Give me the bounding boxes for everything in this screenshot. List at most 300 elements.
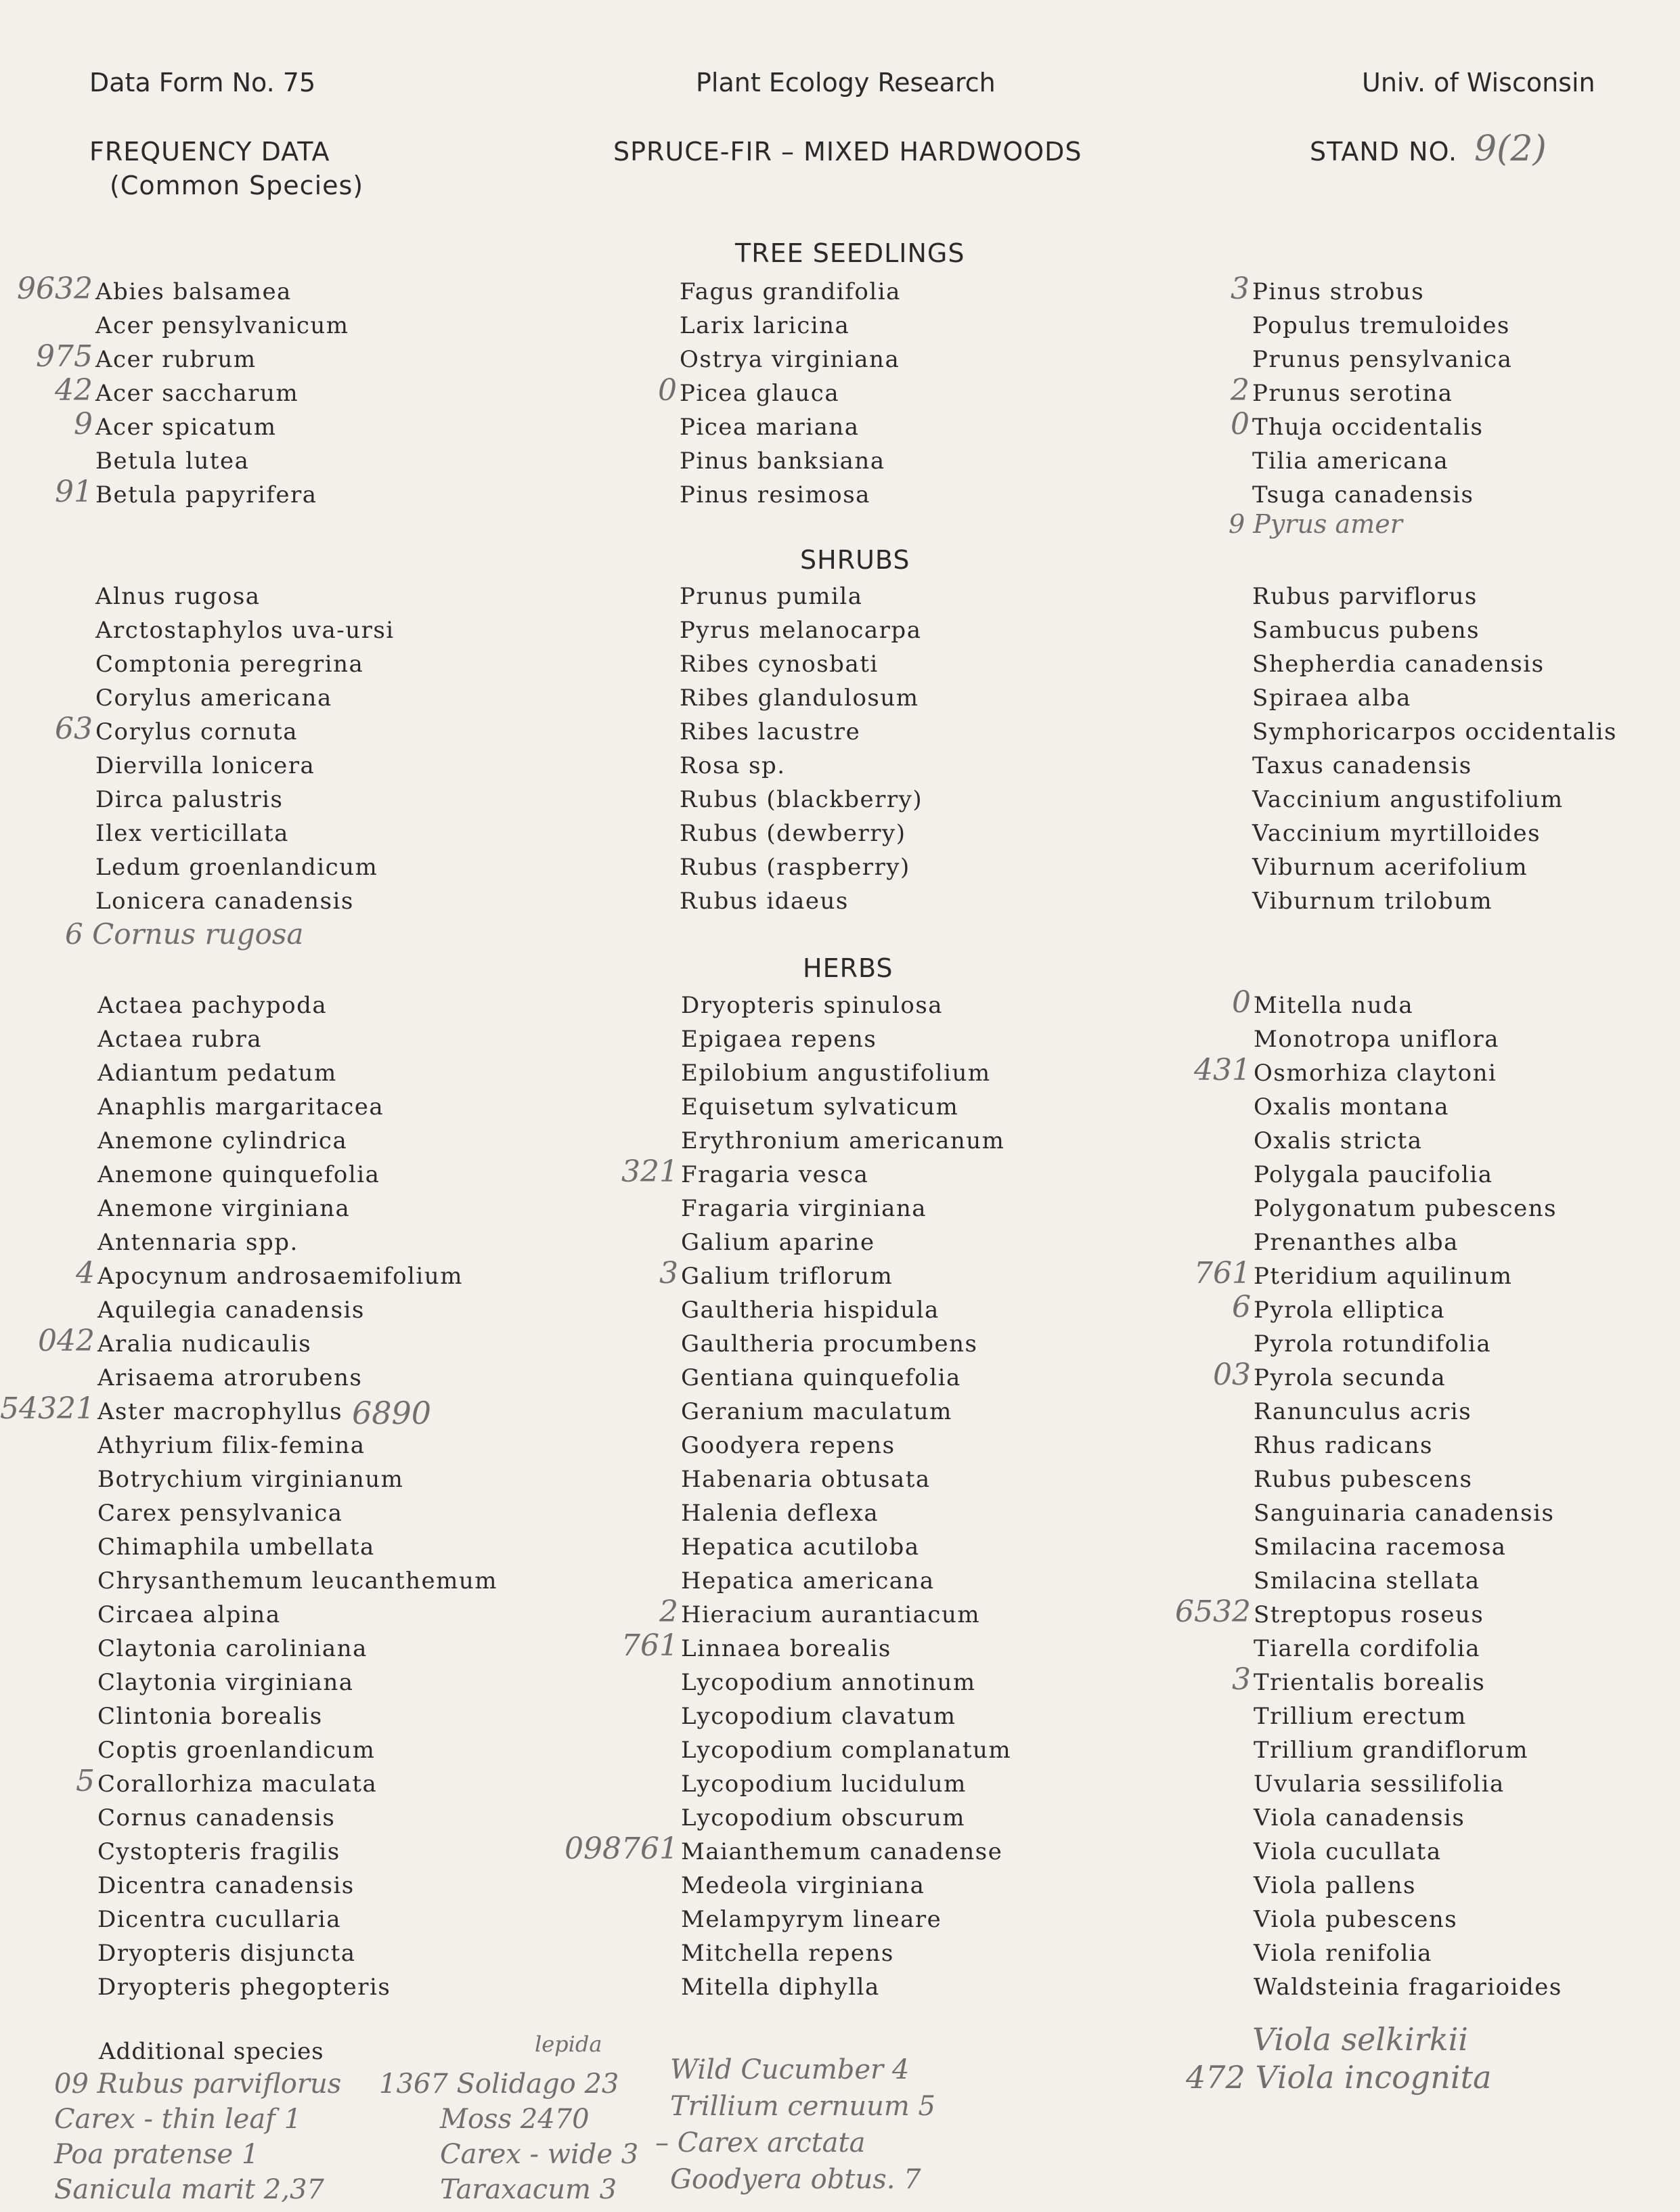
- species-row: [1252, 444, 1512, 478]
- community-title: SPRUCE-FIR – MIXED HARDWOODS: [613, 137, 1082, 167]
- species-row: [681, 1970, 1011, 2004]
- species-row: [680, 850, 923, 884]
- species-row: [621, 1628, 1011, 1666]
- species-name: Acer spicatum: [95, 414, 277, 441]
- species-name: Rhus radicans: [1254, 1432, 1433, 1459]
- form-number: Data Form No. 75: [89, 68, 316, 97]
- species-name: Ostrya virginiana: [680, 346, 900, 373]
- species-name: Lycopodium obscurum: [681, 1804, 966, 1831]
- species-row: [1254, 1530, 1562, 1564]
- species-name: Lonicera canadensis: [95, 888, 354, 915]
- species-row: [681, 1462, 1011, 1496]
- species-row: [97, 1124, 498, 1158]
- species-name: Viola pallens: [1254, 1872, 1417, 1899]
- frequency-mark: 098761: [565, 1831, 678, 1866]
- species-name: Viola cucullata: [1254, 1838, 1442, 1865]
- species-name: Viola pubescens: [1254, 1906, 1458, 1933]
- stand-number: 9(2): [1474, 129, 1547, 169]
- herbs-column-2: [565, 989, 1012, 2004]
- species-row: [97, 1564, 498, 1598]
- species-name: Mitchella repens: [681, 1940, 894, 1967]
- species-row: [97, 1869, 498, 1903]
- additional-note: Moss 2470: [440, 2104, 590, 2135]
- species-row: [680, 715, 923, 749]
- species-row: [97, 1293, 498, 1327]
- species-row: [1252, 343, 1512, 376]
- species-name: Ribes cynosbati: [680, 651, 879, 678]
- frequency-mark: 54321: [0, 1391, 95, 1426]
- species-row: [1252, 580, 1617, 613]
- species-row: [1254, 1226, 1562, 1259]
- species-row: [1254, 1327, 1562, 1361]
- species-name: Equisetum sylvaticum: [681, 1093, 959, 1121]
- species-name: Anemone virginiana: [97, 1195, 351, 1222]
- species-name: Ribes lacustre: [680, 718, 861, 745]
- species-row: [1231, 407, 1512, 444]
- species-row: [1252, 783, 1617, 817]
- species-row: [55, 475, 349, 512]
- species-row: [97, 1530, 498, 1564]
- additional-note: Viola selkirkii: [1252, 2021, 1468, 2058]
- species-name: Viburnum trilobum: [1252, 888, 1493, 915]
- additional-note: – Carex arctata: [655, 2127, 866, 2159]
- species-row: [1213, 1358, 1562, 1395]
- species-name: Pyrola secunda: [1254, 1364, 1446, 1391]
- species-name: Antennaria spp.: [97, 1229, 299, 1256]
- species-row: [659, 1256, 1011, 1293]
- species-row: [97, 989, 498, 1022]
- species-row: [1252, 817, 1617, 850]
- species-row: [681, 1767, 1011, 1801]
- species-name: Galium aparine: [681, 1229, 875, 1256]
- species-name: Polygonatum pubescens: [1254, 1195, 1557, 1222]
- species-name: Epigaea repens: [681, 1026, 877, 1053]
- species-row: [680, 275, 901, 309]
- species-row: [681, 1124, 1011, 1158]
- species-row: [97, 1192, 498, 1226]
- species-name: Rosa sp.: [680, 752, 786, 779]
- species-row: [1252, 478, 1512, 512]
- species-row: [681, 1056, 1011, 1090]
- species-row: [1252, 309, 1512, 343]
- species-name: Alnus rugosa: [95, 583, 261, 610]
- species-name: Dryopteris phegopteris: [97, 1974, 391, 2001]
- species-row: [97, 1158, 498, 1192]
- species-row: [95, 444, 349, 478]
- species-name: Aquilegia canadensis: [97, 1297, 365, 1324]
- species-row: [97, 1598, 498, 1632]
- species-name: Smilacina stellata: [1254, 1567, 1480, 1595]
- species-row: [681, 1666, 1011, 1699]
- frequency-mark: 975: [36, 339, 93, 374]
- species-name: Claytonia virginiana: [97, 1669, 354, 1696]
- species-row: [1254, 1970, 1562, 2004]
- additional-col-1: [54, 2066, 341, 2207]
- species-row: [681, 1022, 1011, 1056]
- species-name: Prunus serotina: [1252, 380, 1453, 407]
- species-name: Abies balsamea: [95, 278, 292, 305]
- species-row: [97, 1496, 498, 1530]
- species-row: [658, 373, 901, 410]
- species-name: Viburnum acerifolium: [1252, 854, 1528, 881]
- species-row: [680, 884, 923, 918]
- species-row: [76, 1256, 498, 1293]
- frequency-mark: 3: [1231, 272, 1250, 306]
- species-row: [95, 580, 395, 613]
- frequency-mark: 0: [1231, 407, 1250, 441]
- species-row: [681, 1530, 1011, 1564]
- species-row: [681, 989, 1011, 1022]
- species-name: Circaea alpina: [97, 1601, 281, 1628]
- species-row: [681, 1903, 1011, 1936]
- species-name: Erythronium americanum: [681, 1127, 1005, 1154]
- species-row: [1232, 985, 1562, 1022]
- added-tree-note: 9 Pyrus amer: [1229, 509, 1402, 539]
- species-row: [1232, 1662, 1562, 1699]
- species-row: [76, 1764, 498, 1801]
- additional-note: 09 Rubus parviflorus: [54, 2068, 342, 2100]
- species-row: [1252, 715, 1617, 749]
- species-name: Cornus canadensis: [97, 1804, 336, 1831]
- species-row: [97, 1903, 498, 1936]
- species-name: Uvularia sessilifolia: [1254, 1771, 1505, 1798]
- species-row: [1194, 1053, 1562, 1090]
- species-name: Arctostaphylos uva-ursi: [95, 617, 395, 644]
- species-row: [681, 1869, 1011, 1903]
- species-row: [681, 1733, 1011, 1767]
- species-row: [1252, 647, 1617, 681]
- species-name: Acer saccharum: [95, 380, 299, 407]
- frequency-mark: 761: [621, 1628, 678, 1663]
- species-name: Prunus pumila: [680, 583, 863, 610]
- species-name: Populus tremuloides: [1252, 312, 1510, 339]
- species-row: [1254, 1801, 1562, 1835]
- aster-extra-mark: 6890: [352, 1395, 432, 1431]
- additional-col-2: [379, 2066, 638, 2207]
- species-row: [1252, 884, 1617, 918]
- species-row: [97, 1226, 498, 1259]
- species-name: Prenanthes alba: [1254, 1229, 1459, 1256]
- species-row: [55, 373, 349, 410]
- species-name: Anaphlis margaritacea: [97, 1093, 384, 1121]
- frequency-mark: 91: [55, 475, 93, 509]
- species-row: [1254, 1022, 1562, 1056]
- frequency-mark: 6532: [1175, 1595, 1251, 1629]
- species-name: Gentiana quinquefolia: [681, 1364, 961, 1391]
- species-name: Sambucus pubens: [1252, 617, 1480, 644]
- species-name: Pinus resimosa: [680, 481, 870, 508]
- species-name: Dirca palustris: [95, 786, 284, 813]
- species-name: Tiarella cordifolia: [1254, 1635, 1480, 1662]
- species-row: [97, 1699, 498, 1733]
- species-name: Claytonia caroliniana: [97, 1635, 368, 1662]
- species-row: [97, 1835, 498, 1869]
- species-name: Epilobium angustifolium: [681, 1060, 991, 1087]
- frequency-mark: 5: [76, 1764, 95, 1798]
- species-name: Chimaphila umbellata: [97, 1534, 375, 1561]
- frequency-mark: 9632: [17, 272, 93, 306]
- species-name: Trillium erectum: [1254, 1703, 1467, 1730]
- species-row: [95, 783, 395, 817]
- species-name: Chrysanthemum leucanthemum: [97, 1567, 498, 1595]
- additional-note-superscript: lepida: [535, 2031, 602, 2057]
- species-name: Clintonia borealis: [97, 1703, 323, 1730]
- stand-label: STAND NO.: [1310, 137, 1458, 167]
- species-row: [680, 478, 901, 512]
- species-row: [1252, 613, 1617, 647]
- frequency-mark: 03: [1213, 1358, 1251, 1392]
- species-row: [36, 339, 349, 376]
- species-row: [95, 613, 395, 647]
- species-row: [1254, 1936, 1562, 1970]
- species-name: Fragaria virginiana: [681, 1195, 927, 1222]
- species-name: Tilia americana: [1252, 448, 1449, 475]
- species-row: [0, 1391, 498, 1429]
- species-row: [1254, 1429, 1562, 1462]
- species-row: [681, 1496, 1011, 1530]
- species-row: [680, 343, 901, 376]
- species-name: Streptopus roseus: [1254, 1601, 1484, 1628]
- species-name: Rubus (dewberry): [680, 820, 906, 847]
- species-row: [1254, 1124, 1562, 1158]
- species-row: [97, 1733, 498, 1767]
- shrubs-title: SHRUBS: [800, 545, 910, 575]
- species-name: Trillium grandiflorum: [1254, 1737, 1529, 1764]
- species-name: Gaultheria procumbens: [681, 1330, 978, 1358]
- species-name: Ranunculus acris: [1254, 1398, 1472, 1425]
- species-row: [1194, 1256, 1562, 1293]
- species-row: [1254, 1632, 1562, 1666]
- species-row: [565, 1831, 1011, 1869]
- frequency-mark: 431: [1194, 1053, 1251, 1087]
- species-row: [1254, 1462, 1562, 1496]
- species-name: Fagus grandifolia: [680, 278, 901, 305]
- species-row: [1254, 1767, 1562, 1801]
- species-row: [680, 410, 901, 444]
- herbs-title: HERBS: [803, 953, 893, 983]
- species-row: [681, 1429, 1011, 1462]
- frequency-mark: 63: [55, 712, 93, 746]
- species-row: [97, 1056, 498, 1090]
- species-row: [97, 1090, 498, 1124]
- species-name: Viola renifolia: [1254, 1940, 1432, 1967]
- shrubs-column-3: [1252, 580, 1617, 918]
- tree-seedlings-column-3: [1231, 272, 1513, 512]
- species-name: Betula lutea: [95, 448, 250, 475]
- species-name: Acer pensylvanicum: [95, 312, 349, 339]
- species-row: [97, 1666, 498, 1699]
- species-row: [680, 613, 923, 647]
- species-name: Maianthemum canadense: [681, 1838, 1003, 1865]
- species-name: Goodyera repens: [681, 1432, 896, 1459]
- species-row: [97, 1970, 498, 2004]
- species-name: Waldsteinia fragarioides: [1254, 1974, 1562, 2001]
- species-name: Lycopodium clavatum: [681, 1703, 956, 1730]
- species-row: [1231, 373, 1512, 410]
- species-name: Carex pensylvanica: [97, 1500, 343, 1527]
- species-row: [1254, 1564, 1562, 1598]
- species-name: Rubus (blackberry): [680, 786, 923, 813]
- species-name: Botrychium virginianum: [97, 1466, 404, 1493]
- species-name: Actaea pachypoda: [97, 992, 328, 1019]
- species-name: Linnaea borealis: [681, 1635, 891, 1662]
- frequency-mark: 761: [1194, 1256, 1251, 1291]
- species-name: Adiantum pedatum: [97, 1060, 337, 1087]
- species-row: [95, 681, 395, 715]
- frequency-mark: 9: [74, 407, 93, 441]
- species-name: Rubus (raspberry): [680, 854, 910, 881]
- species-name: Halenia deflexa: [681, 1500, 879, 1527]
- additional-note: Goodyera obtus. 7: [670, 2164, 921, 2195]
- species-row: [681, 1936, 1011, 1970]
- species-name: Coptis groenlandicum: [97, 1737, 376, 1764]
- species-name: Monotropa uniflora: [1254, 1026, 1499, 1053]
- species-row: [95, 850, 395, 884]
- species-row: [680, 444, 901, 478]
- species-row: [680, 783, 923, 817]
- species-name: Picea glauca: [680, 380, 840, 407]
- species-row: [55, 712, 395, 749]
- additional-species-label: Additional species: [99, 2038, 324, 2065]
- additional-note: Taraxacum 3: [440, 2174, 617, 2205]
- species-row: [95, 817, 395, 850]
- species-name: Aralia nudicaulis: [97, 1330, 312, 1358]
- frequency-mark: 321: [621, 1154, 678, 1189]
- species-name: Gaultheria hispidula: [681, 1297, 940, 1324]
- species-name: Habenaria obtusata: [681, 1466, 931, 1493]
- species-row: [95, 884, 395, 918]
- species-row: [681, 1226, 1011, 1259]
- species-row: [680, 681, 923, 715]
- species-name: Dicentra cucullaria: [97, 1906, 341, 1933]
- species-name: Pyrola elliptica: [1254, 1297, 1446, 1324]
- additional-note: 472 Viola incognita: [1186, 2059, 1492, 2096]
- species-name: Ribes glandulosum: [680, 685, 919, 712]
- common-species-subtitle: (Common Species): [110, 171, 364, 200]
- species-row: [38, 1324, 498, 1361]
- species-row: [1252, 681, 1617, 715]
- species-row: [97, 1022, 498, 1056]
- species-row: [1254, 1835, 1562, 1869]
- species-name: Larix laricina: [680, 312, 850, 339]
- species-name: Tsuga canadensis: [1252, 481, 1474, 508]
- species-name: Athyrium filix-femina: [97, 1432, 366, 1459]
- species-name: Galium triflorum: [681, 1263, 893, 1290]
- additional-note: Carex - wide 3: [440, 2139, 639, 2170]
- frequency-mark: 2: [659, 1595, 678, 1629]
- additional-col-4: [1186, 2020, 1492, 2096]
- species-name: Apocynum androsaemifolium: [97, 1263, 463, 1290]
- additional-note: Wild Cucumber 4: [670, 2054, 910, 2085]
- additional-note: Carex - thin leaf 1: [54, 2104, 302, 2135]
- species-name: Viola canadensis: [1254, 1804, 1465, 1831]
- species-name: Rubus idaeus: [680, 888, 849, 915]
- species-name: Betula papyrifera: [95, 481, 317, 508]
- species-name: Anemone cylindrica: [97, 1127, 348, 1154]
- species-name: Pyrus melanocarpa: [680, 617, 922, 644]
- species-name: Trientalis borealis: [1254, 1669, 1486, 1696]
- species-name: Pinus banksiana: [680, 448, 885, 475]
- additional-note: Sanicula marit 2,37: [54, 2174, 324, 2205]
- species-name: Acer rubrum: [95, 346, 257, 373]
- frequency-title: FREQUENCY DATA: [89, 137, 330, 167]
- species-name: Smilacina racemosa: [1254, 1534, 1507, 1561]
- species-name: Cystopteris fragilis: [97, 1838, 340, 1865]
- species-row: [1231, 272, 1512, 309]
- additional-note: Poa pratense 1: [54, 2139, 259, 2170]
- herbs-column-1: [0, 989, 498, 2004]
- species-name: Dryopteris spinulosa: [681, 992, 944, 1019]
- species-name: Taxus canadensis: [1252, 752, 1472, 779]
- species-name: Lycopodium lucidulum: [681, 1771, 967, 1798]
- species-name: Aster macrophyllus: [97, 1398, 343, 1425]
- species-name: Ledum groenlandicum: [95, 854, 378, 881]
- species-row: [97, 1361, 498, 1395]
- species-name: Corylus cornuta: [95, 718, 298, 745]
- species-name: Corylus americana: [95, 685, 332, 712]
- university: Univ. of Wisconsin: [1362, 68, 1595, 97]
- species-name: Hieracium aurantiacum: [681, 1601, 981, 1628]
- species-row: [681, 1699, 1011, 1733]
- species-row: [1254, 1192, 1562, 1226]
- frequency-mark: 6: [1232, 1290, 1251, 1324]
- species-name: Lycopodium complanatum: [681, 1737, 1012, 1764]
- species-name: Hepatica acutiloba: [681, 1534, 920, 1561]
- institution-dept: Plant Ecology Research: [696, 68, 996, 97]
- frequency-mark: 3: [1232, 1662, 1251, 1697]
- additional-col-3: [655, 2052, 935, 2198]
- species-name: Vaccinium myrtilloides: [1252, 820, 1541, 847]
- species-row: [681, 1192, 1011, 1226]
- species-name: Pinus strobus: [1252, 278, 1425, 305]
- species-name: Sanguinaria canadensis: [1254, 1500, 1555, 1527]
- species-row: [97, 1429, 498, 1462]
- species-row: [680, 647, 923, 681]
- species-name: Oxalis montana: [1254, 1093, 1450, 1121]
- species-row: [1254, 1733, 1562, 1767]
- species-name: Fragaria vesca: [681, 1161, 869, 1188]
- species-name: Shepherdia canadensis: [1252, 651, 1545, 678]
- species-row: [1232, 1290, 1562, 1327]
- species-name: Comptonia peregrina: [95, 651, 364, 678]
- species-row: [97, 1801, 498, 1835]
- frequency-mark: 4: [76, 1256, 95, 1291]
- species-row: [1254, 1158, 1562, 1192]
- species-row: [681, 1361, 1011, 1395]
- species-row: [1254, 1496, 1562, 1530]
- species-row: [680, 817, 923, 850]
- species-row: [1252, 850, 1617, 884]
- species-row: [1254, 1869, 1562, 1903]
- species-name: Melampyrym lineare: [681, 1906, 942, 1933]
- species-name: Polygala paucifolia: [1254, 1161, 1493, 1188]
- species-name: Dryopteris disjuncta: [97, 1940, 356, 1967]
- species-name: Medeola virginiana: [681, 1872, 925, 1899]
- added-shrub-note: 6 Cornus rugosa: [65, 917, 304, 951]
- species-row: [681, 1327, 1011, 1361]
- species-name: Vaccinium angustifolium: [1252, 786, 1564, 813]
- frequency-mark: 3: [659, 1256, 678, 1291]
- species-name: Mitella diphylla: [681, 1974, 880, 2001]
- species-row: [97, 1936, 498, 1970]
- frequency-mark: 42: [55, 373, 93, 408]
- species-row: [681, 1090, 1011, 1124]
- species-name: Symphoricarpos occidentalis: [1252, 718, 1617, 745]
- frequency-mark: 2: [1231, 373, 1250, 408]
- herbs-column-3: [1175, 985, 1562, 2004]
- species-name: Geranium maculatum: [681, 1398, 952, 1425]
- species-row: [681, 1395, 1011, 1429]
